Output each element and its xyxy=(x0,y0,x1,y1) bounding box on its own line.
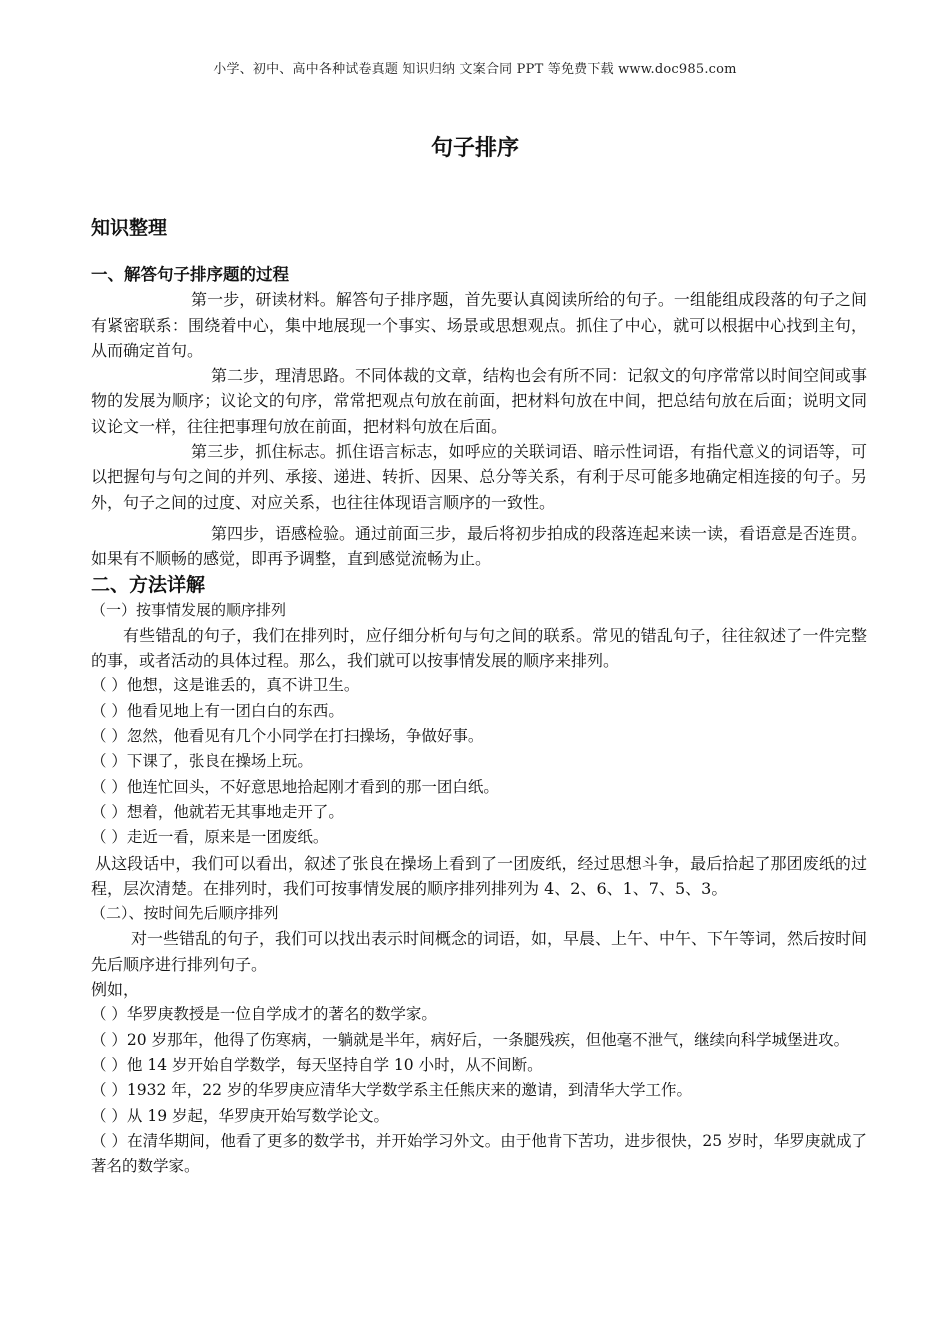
list-item: （ ）他 14 岁开始自学数学，每天坚持自学 10 小时，从不间断。 xyxy=(91,1055,543,1074)
part1-heading: 一、解答句子排序题的过程 xyxy=(91,265,289,284)
list-item: （ ）下课了，张良在操场上玩。 xyxy=(91,752,313,771)
list-item: （ ）他想，这是谁丢的，真不讲卫生。 xyxy=(91,676,360,695)
list-item: （ ）从 19 岁起，华罗庚开始写数学论文。 xyxy=(91,1106,390,1125)
list-item: （ ）华罗庚教授是一位自学成才的著名的数学家。 xyxy=(91,1005,437,1024)
list-item: （ ）他连忙回头，不好意思地拾起刚才看到的那一团白纸。 xyxy=(91,777,499,796)
document-body xyxy=(91,262,867,1179)
list-item: （ ）在清华期间，他看了更多的数学书，并开始学习外文。由于他肯下苦功，进步很快，25 岁时，华罗庚就成了著名的数学家。 xyxy=(91,1131,867,1176)
page-header: 小学、初中、高中各种试卷真题 知识归纳 文案合同 PPT 等免费下载 www.doc985.com xyxy=(213,62,737,77)
method1-subheading: （一）按事情发展的顺序排列 xyxy=(91,600,287,619)
list-item: （ ）他看见地上有一团白白的东西。 xyxy=(91,701,344,720)
list-item: （ ）想着，他就若无其事地走开了。 xyxy=(91,802,344,821)
list-item: （ ）1932 年，22 岁的华罗庚应清华大学数学系主任熊庆来的邀请，到清华大学工作。 xyxy=(91,1081,692,1100)
list-item: （ ）忽然，他看见有几个小同学在打扫操场，争做好事。 xyxy=(91,727,484,746)
part1-paragraph: 第一步，研读材料。解答句子排序题，首先要认真阅读所给的句子。一组能组成段落的句子之间有紧密联系：围绕着中心，集中地展现一个事实、场景或思想观点。抓住了中心，就可以根据中心找到主句，从而确定首句。 xyxy=(91,290,867,360)
part2-heading: 二、方法详解 xyxy=(91,573,206,596)
part1-paragraph: 第三步，抓住标志。抓住语言标志，如呼应的关联词语、暗示性词语，有指代意义的词语等，可以把握句与句之间的并列、承接、递进、转折、因果、总分等关系，有利于尽可能多地确定相连接的句子。另外，句子之间的过度、对应关系，也往往体现语言顺序的一致性。 xyxy=(91,442,867,512)
method2-intro: 对一些错乱的句子，我们可以找出表示时间概念的词语，如，早晨、上午、中午、下午等词，然后按时间先后顺序进行排列句子。 xyxy=(91,929,868,974)
method1-analysis: 从这段话中，我们可以看出，叙述了张良在操场上看到了一团废纸，经过思想斗争，最后拾起了那团废纸的过程，层次清楚。在排列时，我们可按事情发展的顺序排列排列为 4、2、6、1、7、5、3。 xyxy=(91,853,867,898)
section-title: 知识整理 xyxy=(91,217,168,239)
method1-intro: 有些错乱的句子，我们在排列时，应仔细分析句与句之间的联系。常见的错乱句子，往往叙述了一件完整的事，或者活动的具体过程。那么，我们就可以按事情发展的顺序来排列。 xyxy=(91,625,867,671)
list-item: （ ）走近一看，原来是一团废纸。 xyxy=(91,828,329,847)
list-item: （ ）20 岁那年，他得了伤寒病，一躺就是半年，病好后，一条腿残疾，但他毫不泄气，继续向科学城堡进攻。 xyxy=(91,1030,850,1049)
example-label: 例如， xyxy=(91,980,140,1000)
document-title: 句子排序 xyxy=(430,136,519,161)
part1-paragraph: 第四步，语感检验。通过前面三步，最后将初步拍成的段落连起来读一读，看语意是否连贯。如果有不顺畅的感觉，即再予调整，直到感觉流畅为止。 xyxy=(91,523,868,569)
method2-subheading: （二）、按时间先后顺序排列 xyxy=(91,904,279,923)
part1-paragraph: 第二步，理清思路。不同体裁的文章，结构也会有所不同：记叙文的句序常常以时间空间或事物的发展为顺序；议论文的句序，常常把观点句放在前面，把材料句放在中间，把总结句放在后面；说明文同议论文一样，往往把事理句放在前面，把材料句放在后面。 xyxy=(91,366,868,436)
